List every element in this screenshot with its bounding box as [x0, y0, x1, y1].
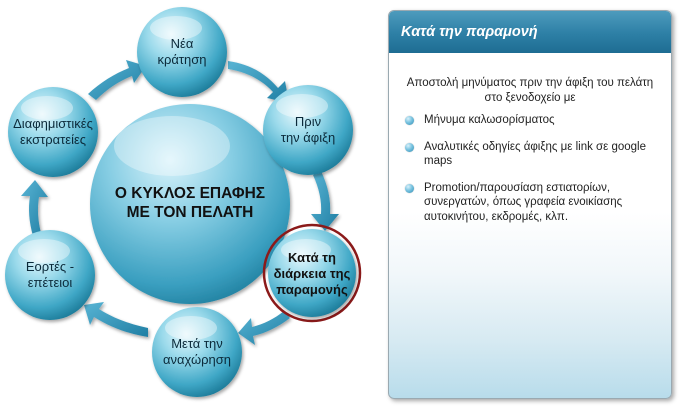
panel-title: Κατά την παραμονή [401, 24, 538, 40]
center-sphere-highlight [114, 116, 230, 176]
center-title: Ο ΚΥΚΛΟΣ ΕΠΑΦΗΣ ΜΕ ΤΟΝ ΠΕΛΑΤΗ [114, 185, 266, 221]
panel-bullet-list [389, 113, 671, 224]
arrow-icon [238, 311, 290, 345]
arrow-icon [311, 171, 339, 231]
bullet-icon [405, 143, 414, 152]
panel-intro-text: Αποστολή μηνύματος πριν την άφιξη του πελάτη στο ξενοδοχείο με [406, 77, 654, 104]
node-label-after-departure: Μετά την αναχώρηση [162, 336, 232, 367]
arrow-icon [21, 180, 48, 236]
node-label-holidays-anniversaries: Εορτές - επέτειοι [25, 259, 75, 290]
bullet-icon [405, 184, 414, 193]
node-label-ad-campaigns: Διαφημιστικές εκστρατείες [13, 116, 93, 147]
list-item [405, 181, 659, 225]
node-label-during-stay: Κατά τη διάρκεια της παραμονής [273, 250, 351, 297]
list-item [405, 113, 659, 128]
bullet-text: Μήνυμα καλωσορίσματος [424, 114, 555, 126]
node-label-before-arrival: Πριν την άφιξη [280, 114, 336, 145]
arrow-icon [84, 302, 148, 337]
bullet-text: Promotion/παρουσίαση εστιατορίων, συνεργατών, όπως γραφεία ενοικίασης αυτοκινήτου, εκδρομές, κλπ. [424, 181, 623, 223]
node-label-new-booking: Νέα κράτηση [157, 36, 207, 67]
bullet-icon [405, 116, 414, 125]
panel-header [389, 11, 671, 53]
list-item [405, 140, 659, 169]
info-panel [388, 10, 672, 399]
bullet-text: Αναλυτικές οδηγίες άφιξης με link σε google maps [424, 140, 646, 167]
